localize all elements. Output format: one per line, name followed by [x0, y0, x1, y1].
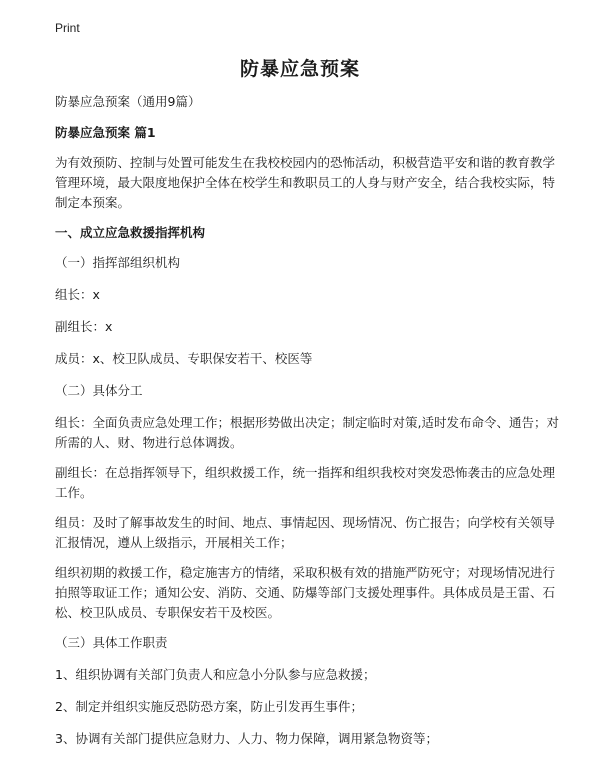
document-title: 防暴应急预案	[239, 58, 360, 80]
members-line: 成员：x、校卫队成员、专职保安若干、校医等	[55, 351, 313, 366]
print-link[interactable]: Print	[55, 21, 80, 35]
subheading-responsibilities: （三）具体工作职责	[55, 635, 168, 650]
responsibility-item-3: 3、协调有关部门提供应急财力、人力、物力保障，调用紧急物资等；	[55, 731, 438, 746]
responsibility-item-1: 1、组织协调有关部门负责人和应急小分队参与应急救援；	[55, 667, 376, 682]
document-body	[55, 92, 560, 761]
member-duties-paragraph: 组员：及时了解事故发生的时间、地点、事情起因、现场情况、伤亡报告；向学校有关领导汇报情况，遵从上级指示，开展相关工作；	[55, 515, 556, 550]
responsibility-item-2: 2、制定并组织实施反恐防恐方案，防止引发再生事件；	[55, 699, 363, 714]
deputy-leader-line: 副组长：x	[55, 319, 113, 334]
subheading-organization: （一）指挥部组织机构	[55, 255, 181, 270]
leader-duties-paragraph: 组长：全面负责应急处理工作；根据形势做出决定；制定临时对策,适时发布命令、通告；对所需的人、财、物进行总体调拨。	[55, 415, 559, 450]
deputy-duties-paragraph: 副组长：在总指挥领导下，组织救援工作，统一指挥和组织我校对突发恐怖袭击的应急处理工作。	[55, 465, 556, 500]
document-subtitle: 防暴应急预案（通用9篇）	[55, 94, 201, 109]
subheading-division: （二）具体分工	[55, 383, 143, 398]
team-leader-line: 组长：x	[55, 287, 100, 302]
intro-paragraph: 为有效预防、控制与处置可能发生在我校校园内的恐怖活动，积极营造平安和谐的教育教学管理环境，最大限度地保护全体在校学生和教职员工的人身与财产安全，结合我校实际，特制定本预案。	[55, 155, 556, 210]
heading-establish-command: 一、成立应急救援指挥机构	[55, 225, 206, 240]
section-heading: 防暴应急预案 篇1	[55, 125, 156, 140]
initial-rescue-paragraph: 组织初期的救援工作，稳定施害方的情绪，采取积极有效的措施严防死守；对现场情况进行拍照等取证工作；通知公安、消防、交通、防爆等部门支援处理事件。具体成员是王雷、石松、校卫队成员、专职保安若干及校医。	[55, 565, 556, 620]
